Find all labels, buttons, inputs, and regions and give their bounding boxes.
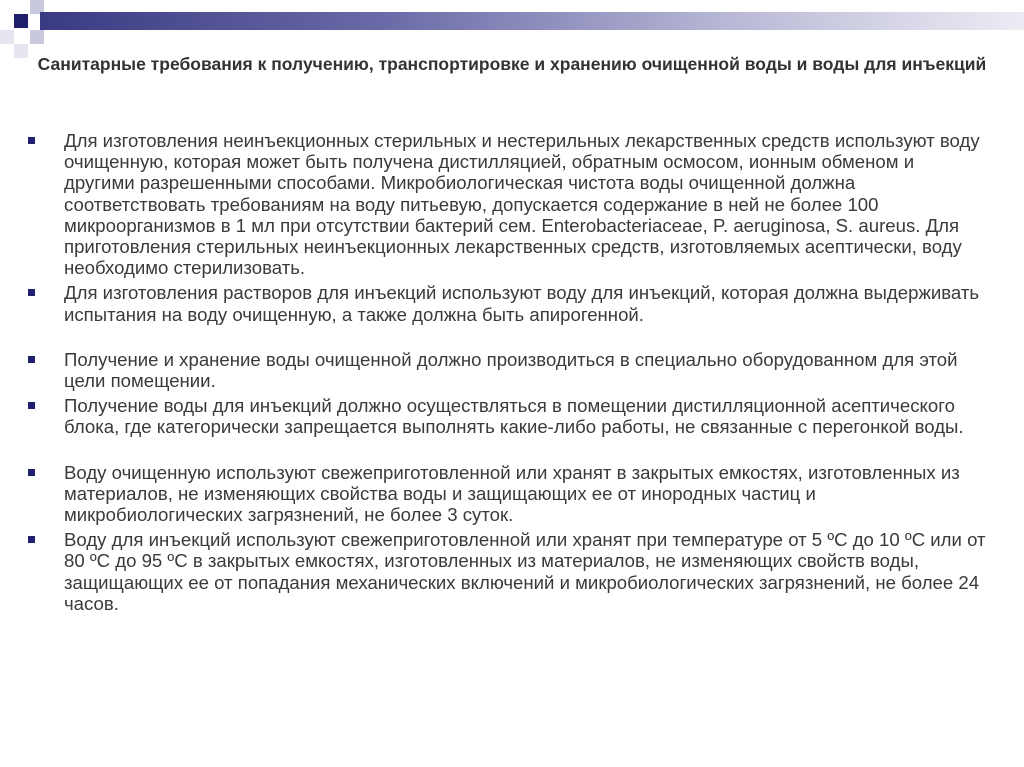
square-bullet-icon — [28, 402, 35, 409]
header-gradient-bar — [40, 12, 1024, 30]
square-bullet-icon — [28, 289, 35, 296]
square-bullet-icon — [28, 469, 35, 476]
list-item-text: Получение воды для инъекций должно осуществляться в помещении дистилляционной асептического блока, где категорически запрещается выполнять какие-либо работы, не связанные с перегонкой воды. — [64, 395, 964, 438]
list-item-text: Воду очищенную используют свежеприготовленной или хранят в закрытых емкостях, изготовленных из материалов, не изменяющих свойства воды и защищающих ее от инородных частиц и микробиологических загрязнений, не более 3 суток. — [64, 461, 960, 526]
bullet-list — [28, 130, 988, 614]
list-item — [28, 395, 988, 437]
square-bullet-icon — [28, 137, 35, 144]
corner-decoration — [0, 0, 90, 60]
list-item-text: Для изготовления растворов для инъекций используют воду для инъекций, которая должна выдерживать испытания на воду очищенную, а также должна быть апирогенной. — [64, 282, 980, 325]
list-item — [28, 349, 988, 391]
slide-title: Санитарные требования к получению, транспортировке и хранению очищенной воды и воды для инъекций — [37, 54, 987, 74]
list-item — [28, 529, 988, 614]
list-item-text: Воду для инъекций используют свежеприготовленной или хранят при температуре от 5 ºС до 10 ºС или от 80 ºС до 95 ºС в закрытых емкостях, изготовленных из материалов, не изменяющих свойств воды, защищающих ее от попадания механических включений и микробиологических загрязнений, не более 24 часов. — [64, 529, 986, 614]
square-bullet-icon — [28, 356, 35, 363]
list-item — [28, 462, 988, 526]
list-item-text: Получение и хранение воды очищенной должно производиться в специально оборудованном для этой цели помещении. — [64, 348, 958, 392]
list-item-text: Для изготовления неинъекционных стерильных и нестерильных лекарственных средств используют воду очищенную, которая может быть получена дистилляцией, обратным осмосом, ионным обменом и другими разрешенными способами. Микробиологическая чистота воды очищенной должна соответствовать требованиям на воду питьевую, допускается содержание в ней не более 100 микроорганизмов в 1 мл при отсутствии бактерий сем. Enterobacteriaceae, P. aeruginosa, S. aureus. Для приготовления стерильных неинъекционных лекарственных средств, изготовляемых асептически, воду необходимо стерилизовать. — [64, 130, 980, 279]
list-item — [28, 282, 988, 324]
square-bullet-icon — [28, 536, 35, 543]
list-item — [28, 130, 988, 278]
